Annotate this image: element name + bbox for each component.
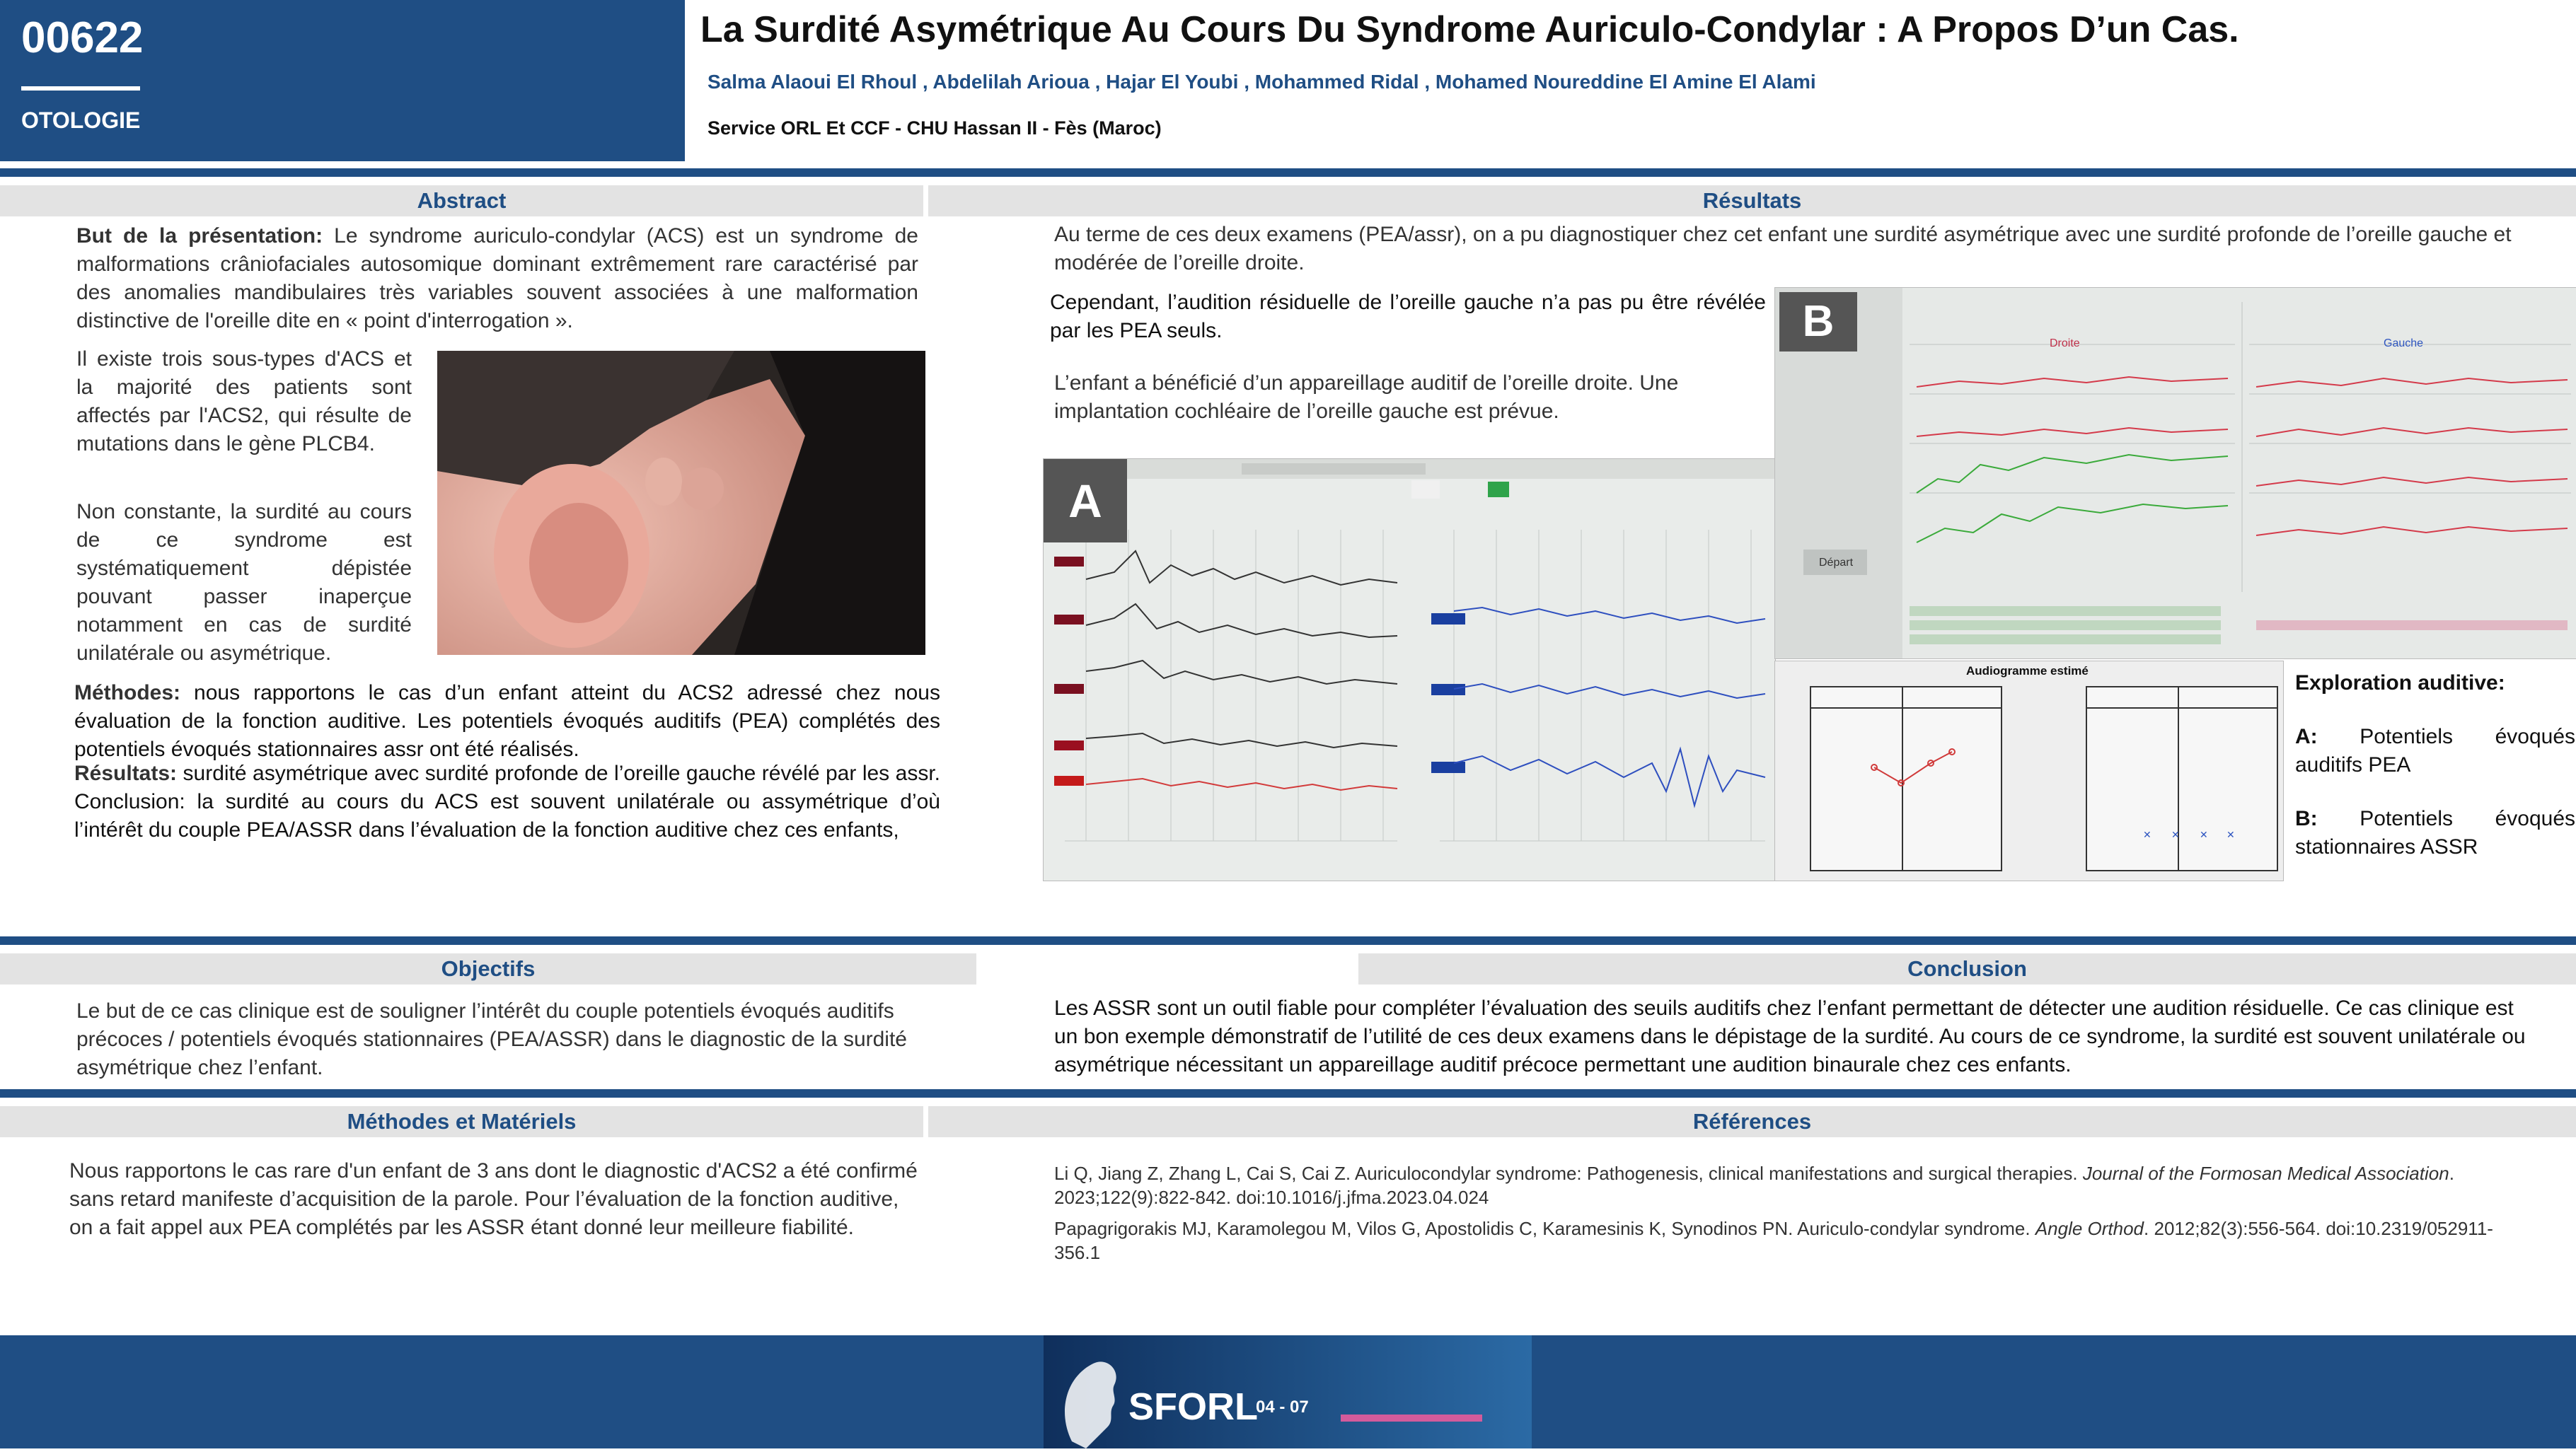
middle-band bbox=[0, 936, 2576, 945]
specialty-label: OTOLOGIE bbox=[21, 108, 141, 133]
objectifs-text: Le but de ce cas clinique est de souligner l’intérêt du couple potentiels évoqués auditifs précoces / potentiels évoqués stationnaires (PEA/ASSR) dans le diagnostic de la surdité asymétrique chez l’enfant. bbox=[76, 999, 907, 1079]
estimated-audiogram bbox=[1774, 661, 2284, 881]
reference-1-journal: Journal of the Formosan Medical Association bbox=[2082, 1163, 2449, 1184]
reference-1-details: . 2023;122(9):822-842. doi:10.1016/j.jfma.2023.04.024 bbox=[1054, 1163, 2454, 1208]
assr-depart-button: Départ bbox=[1819, 557, 1854, 569]
abstract-paragraph-2: Il existe trois sous-types d'ACS et la majorité des patients sont affectés par l'ACS2, qui résulte de mutations dans le gène PLCB4. bbox=[76, 347, 412, 455]
exploration-a-label: A: bbox=[2295, 725, 2318, 748]
svg-text:✕: ✕ bbox=[2143, 829, 2152, 840]
audiogram-chart bbox=[1775, 661, 2283, 881]
abstract-heading: Abstract bbox=[0, 185, 923, 216]
poster-title: La Surdité Asymétrique Au Cours Du Syndrome Auriculo-Condylar : A Propos D’un Cas. bbox=[700, 9, 2239, 50]
svg-text:✕: ✕ bbox=[2226, 829, 2235, 840]
figure-a-pea bbox=[1043, 458, 1776, 881]
resultats-paragraph-1: Au terme de ces deux examens (PEA/assr), on a pu diagnostiquer chez cet enfant une surdité asymétrique avec une surdité profonde de l’oreille gauche et modérée de l’oreille droite. bbox=[1054, 223, 2512, 274]
ear-illustration bbox=[437, 351, 925, 655]
methodes-heading: Méthodes et Matériels bbox=[0, 1106, 923, 1137]
figure-b-assr bbox=[1774, 287, 2576, 659]
exploration-a-text: Potentiels évoqués auditifs PEA bbox=[2295, 725, 2575, 777]
lower-band bbox=[0, 1089, 2576, 1098]
abstract-p5-label: Résultats: bbox=[74, 762, 178, 785]
svg-text:✕: ✕ bbox=[2171, 829, 2180, 840]
spacer bbox=[2295, 697, 2575, 723]
audiogram-title: Audiogramme estimé bbox=[1966, 664, 2089, 678]
affiliation: Service ORL Et CCF - CHU Hassan II - Fès (Maroc) bbox=[707, 117, 1162, 139]
methodes-text: Nous rapportons le cas rare d'un enfant de 3 ans dont le diagnostic d'ACS2 a été confirmé sans retard manifeste d’acquisition de la parole. Pour l’évaluation de la fonction auditive, on a fait appel aux PEA complétés par les ASSR étant donné leur meilleure fiabilité. bbox=[69, 1159, 918, 1239]
authors: Salma Alaoui El Rhoul , Abdelilah Arioua , Hajar El Youbi , Mohammed Ridal , Mohamed Noureddine El Amine El Alami bbox=[707, 71, 1816, 93]
logo-accent-bar bbox=[1341, 1415, 1482, 1422]
reference-1-authors: Li Q, Jiang Z, Zhang L, Cai S, Cai Z. Auriculocondylar syndrome: Pathogenesis, clinical manifestations and surgical therapies. bbox=[1054, 1163, 2083, 1184]
abstract-p1-label: But de la présentation: bbox=[76, 224, 323, 248]
svg-text:✕: ✕ bbox=[2200, 829, 2208, 840]
ear-photo bbox=[437, 351, 925, 655]
resultats-paragraph-3: L’enfant a bénéficié d’un appareillage auditif de l’oreille droite. Une implantation cochléaire de l’oreille gauche est prévue. bbox=[1054, 371, 1679, 423]
abstract-paragraph-1 bbox=[76, 222, 918, 335]
exploration-item-b bbox=[2295, 805, 2575, 861]
top-band bbox=[0, 168, 2576, 177]
sforl-congress-logo bbox=[1044, 1335, 1532, 1448]
assr-chart bbox=[1775, 288, 2576, 658]
objectifs-heading: Objectifs bbox=[0, 953, 976, 985]
resultats-paragraph-2: Cependant, l’audition résiduelle de l’oreille gauche n’a pas pu être révélée par les PEA seuls. bbox=[1050, 291, 1766, 342]
abstract-paragraph-5 bbox=[74, 760, 940, 844]
exploration-b-text: Potentiels évoqués stationnaires ASSR bbox=[2295, 807, 2575, 859]
congress-dates: 04 - 07 bbox=[1256, 1398, 1309, 1417]
figure-b-label: B bbox=[1779, 292, 1857, 352]
exploration-caption bbox=[2295, 669, 2575, 861]
pea-traces-chart bbox=[1044, 459, 1775, 881]
sforl-wordmark: SFORL bbox=[1128, 1386, 1258, 1428]
conclusion-heading: Conclusion bbox=[1358, 953, 2576, 985]
references-heading: Références bbox=[928, 1106, 2576, 1137]
abstract-p4-text: nous rapportons le cas d’un enfant atteint du ACS2 adressé chez nous évaluation de la fonction auditive. Les potentiels évoqués auditifs (PEA) complétés des potentiels évoqués stationnaires assr ont été réalisés. bbox=[74, 681, 940, 761]
reference-2 bbox=[1054, 1216, 2512, 1265]
conclusion-text: Les ASSR sont un outil fiable pour compléter l’évaluation des seuils auditifs chez l’enfant permettant de détecter une audition résiduelle. Ce cas clinique est un bon exemple démonstratif de l’utilité de ces deux examens dans le dépistage de la surdité. Au cours de ce syndrome, la surdité est souvent unilatérale ou asymétrique nécessitant un appareillage auditif précoce permettant une audition binaurale chez ces enfants. bbox=[1054, 997, 2526, 1076]
abstract-p4-label: Méthodes: bbox=[74, 681, 180, 704]
assr-droite-label: Droite bbox=[2050, 337, 2080, 349]
abstract-p1-text: Le syndrome auriculo-condylar (ACS) est un syndrome de malformations crâniofaciales autosomique dominant extrêmement rare caractérisé par des anomalies mandibulaires très variables souvent associées à une malformation distinctive de l'oreille dite en « point d'interrogation ». bbox=[76, 224, 918, 332]
abstract-paragraph-3: Non constante, la surdité au cours de ce syndrome est systématiquement dépistée pouvant passer inaperçue notamment en cas de surdité unilatérale ou asymétrique. bbox=[76, 500, 412, 665]
reference-2-details: . 2012;82(3):556-564. doi:10.2319/052911-356.1 bbox=[1054, 1218, 2493, 1263]
abstract-p5-text: surdité asymétrique avec surdité profonde de l’oreille gauche révélé par les assr. Conclusion: la surdité au cours du ACS est souvent unilatérale ou assymétrique d’où l’intérêt du couple PEA/ASSR dans l’évaluation de la fonction auditive chez ces enfants, bbox=[74, 762, 940, 842]
abstract-paragraph-4 bbox=[74, 679, 940, 764]
poster-id: 00622 bbox=[21, 13, 144, 62]
sforl-profile-icon bbox=[1044, 1335, 1532, 1448]
id-divider bbox=[21, 86, 140, 91]
figure-a-label: A bbox=[1044, 459, 1127, 542]
reference-2-journal: Angle Orthod bbox=[2035, 1218, 2144, 1239]
exploration-title: Exploration auditive: bbox=[2295, 671, 2505, 695]
reference-2-authors: Papagrigorakis MJ, Karamolegou M, Vilos G, Apostolidis C, Karamesinis K, Synodinos PN. Auriculo-condylar syndrome. bbox=[1054, 1218, 2035, 1239]
spacer bbox=[2295, 779, 2575, 805]
exploration-b-label: B: bbox=[2295, 807, 2318, 830]
reference-1 bbox=[1054, 1161, 2512, 1209]
exploration-item-a bbox=[2295, 723, 2575, 779]
resultats-heading: Résultats bbox=[928, 185, 2576, 216]
assr-gauche-label: Gauche bbox=[2384, 337, 2424, 349]
